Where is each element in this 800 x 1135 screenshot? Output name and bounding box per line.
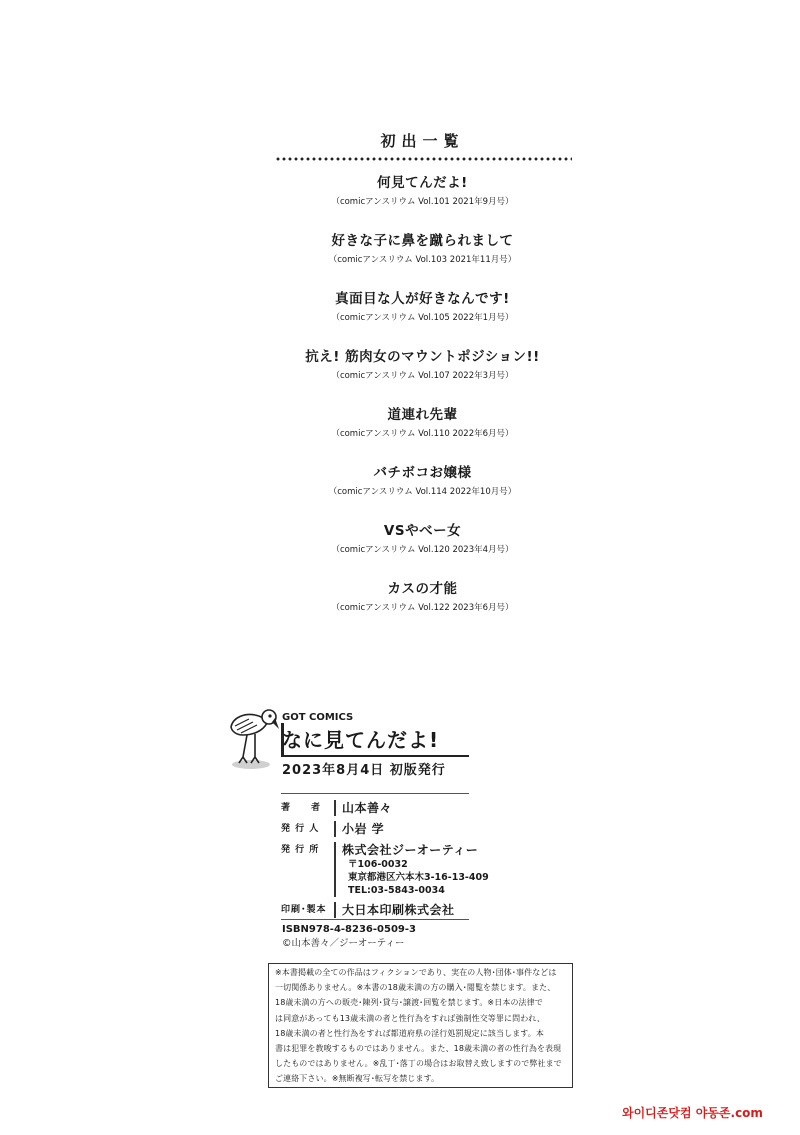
story-title: 真面目な人が好きなんです! xyxy=(335,291,510,307)
postal-code: 〒106-0032 xyxy=(348,859,408,870)
story-title: カスの才能 xyxy=(387,581,458,597)
publisher-person-label: 発 行 人 xyxy=(281,824,320,834)
author-name: 山本善々 xyxy=(342,801,393,815)
separator xyxy=(334,902,336,918)
list-item xyxy=(300,290,545,348)
publisher-label: 発 行 所 xyxy=(281,845,320,855)
credits-table xyxy=(281,800,489,918)
series-name: GOT COMICS xyxy=(282,712,354,723)
site-watermark: 와이디존닷컴 야동존.com xyxy=(622,1106,763,1120)
story-source: （comicアンスリウム Vol.103 2021年11月号） xyxy=(328,255,517,265)
isbn: ISBN978-4-8236-0509-3 xyxy=(282,924,416,935)
telephone: TEL:03-5843-0034 xyxy=(348,885,445,896)
printer-label: 印刷･製本 xyxy=(281,905,327,915)
bird-mascot-icon xyxy=(227,705,279,775)
separator xyxy=(334,842,336,897)
story-title: バチボコお嬢様 xyxy=(373,465,472,481)
story-source: （comicアンスリウム Vol.122 2023年6月号） xyxy=(331,603,514,613)
first-appearance-heading: 初出一覧 xyxy=(380,132,465,150)
first-appearance-list xyxy=(300,174,545,638)
story-source: （comicアンスリウム Vol.101 2021年9月号） xyxy=(331,197,514,207)
publisher-person-name: 小岩 学 xyxy=(342,822,385,836)
list-item xyxy=(300,406,545,464)
list-item xyxy=(300,522,545,580)
list-item xyxy=(300,348,545,406)
story-title: 抗え! 筋肉女のマウントポジション!! xyxy=(305,349,540,365)
author-label: 著 者 xyxy=(281,803,322,813)
story-source: （comicアンスリウム Vol.120 2023年4月号） xyxy=(331,545,514,555)
story-source: （comicアンスリウム Vol.107 2022年3月号） xyxy=(331,371,514,381)
dotted-divider xyxy=(275,157,572,161)
divider xyxy=(281,793,469,794)
separator xyxy=(334,800,336,816)
separator xyxy=(334,821,336,837)
publisher-name: 株式会社ジーオーティー xyxy=(342,843,479,857)
copyright: ©山本善々／ジーオーティー xyxy=(282,938,405,949)
list-item xyxy=(300,174,545,232)
story-source: （comicアンスリウム Vol.114 2022年10月号） xyxy=(328,487,517,497)
publish-date: 2023年8月4日 初版発行 xyxy=(282,763,446,778)
book-title: なに見てんだよ! xyxy=(282,728,440,752)
printer-name: 大日本印刷株式会社 xyxy=(342,903,455,917)
story-title: VSやべー女 xyxy=(383,523,462,539)
list-item xyxy=(300,464,545,522)
printer-row xyxy=(281,902,489,918)
publisher-person-row xyxy=(281,821,489,837)
publisher-block xyxy=(342,842,489,897)
address: 東京都港区六本木3-16-13-409 xyxy=(348,872,489,883)
publisher-row xyxy=(281,842,489,897)
author-row xyxy=(281,800,489,816)
list-item xyxy=(300,580,545,638)
title-rule xyxy=(281,755,469,757)
divider xyxy=(281,919,469,920)
story-title: 道連れ先輩 xyxy=(387,407,458,423)
story-title: 好きな子に鼻を蹴られまして xyxy=(331,233,514,249)
story-source: （comicアンスリウム Vol.105 2022年1月号） xyxy=(331,313,514,323)
story-title: 何見てんだよ! xyxy=(377,175,468,191)
legal-notice: ※本書掲載の全ての作品はフィクションであり、実在の人物･団体･事件などは 一切関係ありません。※本書の18歳未満の方の購入･閲覧を禁じます。また、 18歳未満の方への販売･陳列･貸与･譲渡･回覧を禁じます。※日本の法律で は同意があっても13歳未満の者と性行為をすれば強制性交等罪に問われ、 18歳未満の者と性行為をすれば都道府県の淫行処罰規定に該当します。本 書は犯罪を教唆するものではありません。また、18歳未満の者の性行為を表現 したものではありません。※乱丁･落丁の場合はお取替え致しますので弊社まで ご連絡下さい。※無断複写･転写を禁じます。 xyxy=(275,968,562,1084)
list-item xyxy=(300,232,545,290)
story-source: （comicアンスリウム Vol.110 2022年6月号） xyxy=(331,429,514,439)
